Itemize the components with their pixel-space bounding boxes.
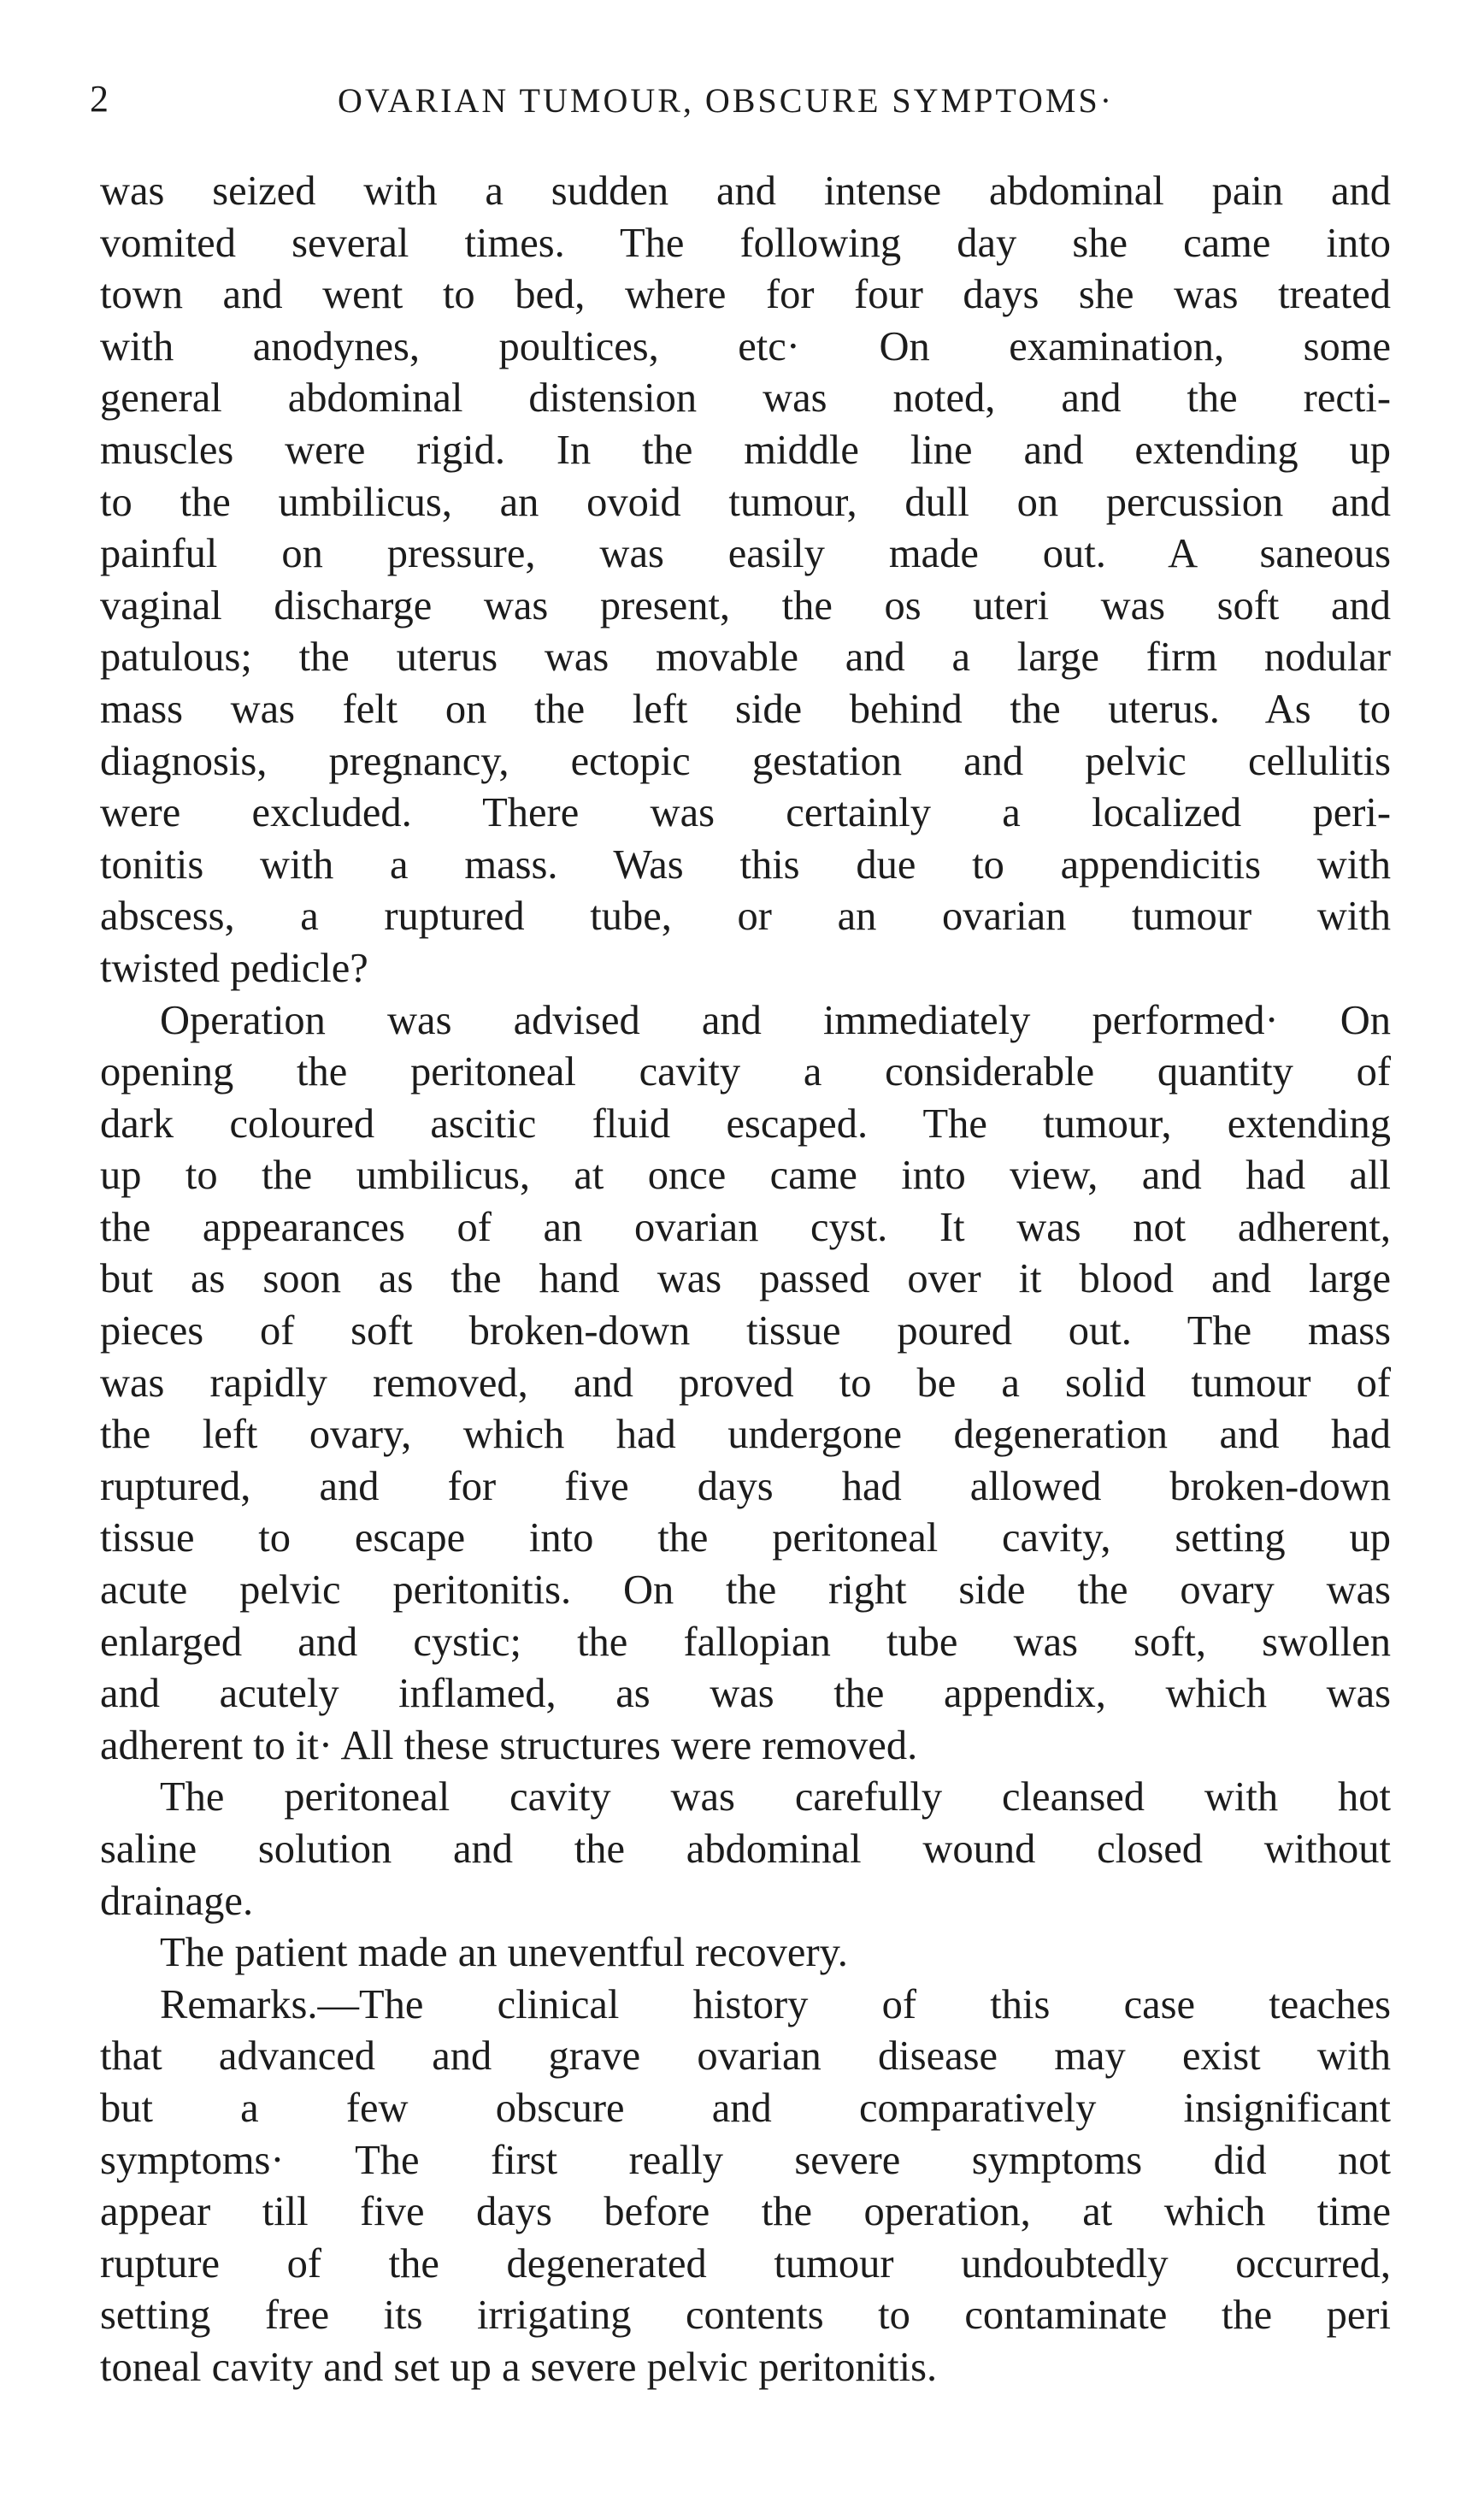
text-line: but as soon as the hand was passed over it blood and large (100, 1256, 1391, 1302)
text-line: general abdominal distension was noted, and the recti- (100, 375, 1391, 422)
text-line: abscess, a ruptured tube, or an ovarian tumour with (100, 894, 1391, 940)
body-text (100, 166, 1391, 2394)
text-line: town and went to bed, where for four days she was treated (100, 272, 1391, 318)
text-line: tonitis with a mass. Was this due to appendicitis with (100, 841, 1391, 888)
text-line: toneal cavity and set up a severe pelvic peritonitis. (100, 2344, 938, 2390)
text-line: dark coloured ascitic fluid escaped. The tumour, extending (100, 1101, 1391, 1147)
text-line: patulous; the uterus was movable and a large firm nodular (100, 634, 1391, 681)
text-line: was seized with a sudden and intense abdominal pain and (100, 168, 1391, 214)
text-line: was rapidly removed, and proved to be a solid tumour of (100, 1360, 1391, 1406)
text-line: and acutely inflamed, as was the appendix, which was (100, 1671, 1391, 1717)
text-line: Remarks.—The clinical history of this case teaches (160, 1981, 1391, 2027)
text-line: with anodynes, poultices, etc· On examination, some (100, 323, 1391, 369)
text-line: drainage. (100, 1878, 254, 1924)
text-line: vomited several times. The following day she came into (100, 220, 1391, 266)
paragraph (100, 166, 1391, 995)
text-line: vaginal discharge was present, the os uteri was soft and (100, 582, 1391, 628)
text-line: acute pelvic peritonitis. On the right side the ovary was (100, 1567, 1391, 1614)
page-number: 2 (90, 78, 109, 120)
text-line: pieces of soft broken-down tissue poured out. The mass (100, 1308, 1391, 1354)
text-line: Operation was advised and immediately performed· On (160, 997, 1391, 1043)
text-line: setting free its irrigating contents to contaminate the peri (100, 2293, 1391, 2339)
text-line: were excluded. There was certainly a localized peri- (100, 790, 1391, 836)
paragraph (100, 1980, 1391, 2394)
text-line: adherent to it· All these structures were removed. (100, 1722, 918, 1768)
text-line: that advanced and grave ovarian disease may exist with (100, 2033, 1391, 2080)
paragraph (100, 1927, 1391, 1980)
text-line: ruptured, and for five days had allowed broken-down (100, 1463, 1391, 1509)
text-line: to the umbilicus, an ovoid tumour, dull on percussion and (100, 479, 1391, 525)
text-line: the appearances of an ovarian cyst. It was not adherent, (100, 1204, 1391, 1250)
text-line: up to the umbilicus, at once came into view, and had all (100, 1153, 1391, 1199)
text-line: mass was felt on the left side behind the uterus. As to (100, 686, 1391, 732)
text-line: the left ovary, which had undergone degeneration and had (100, 1412, 1391, 1458)
text-line: rupture of the degenerated tumour undoubtedly occurred, (100, 2240, 1391, 2287)
text-line: symptoms· The first really severe symptoms did not (100, 2137, 1391, 2183)
text-line: appear till five days before the operation, at which time (100, 2189, 1391, 2235)
text-line: tissue to escape into the peritoneal cavity, setting up (100, 1515, 1391, 1561)
text-line: opening the peritoneal cavity a considerable quantity of (100, 1049, 1391, 1095)
text-line: but a few obscure and comparatively insignificant (100, 2085, 1391, 2131)
text-line: twisted pedicle? (100, 945, 368, 991)
text-line: painful on pressure, was easily made out. A saneous (100, 531, 1391, 577)
text-line: diagnosis, pregnancy, ectopic gestation and pelvic cellulitis (100, 738, 1391, 784)
text-line: enlarged and cystic; the fallopian tube was soft, swollen (100, 1619, 1391, 1665)
text-line: The peritoneal cavity was carefully cleansed with hot (160, 1774, 1391, 1820)
running-head: OVARIAN TUMOUR, OBSCURE SYMPTOMS· (338, 81, 1115, 120)
paragraph (100, 995, 1391, 1773)
text-line: saline solution and the abdominal wound closed without (100, 1826, 1391, 1872)
text-line: The patient made an uneventful recovery. (160, 1930, 848, 1976)
page-header (90, 68, 1423, 128)
text-line: muscles were rigid. In the middle line and extending up (100, 427, 1391, 473)
paragraph (100, 1772, 1391, 1927)
